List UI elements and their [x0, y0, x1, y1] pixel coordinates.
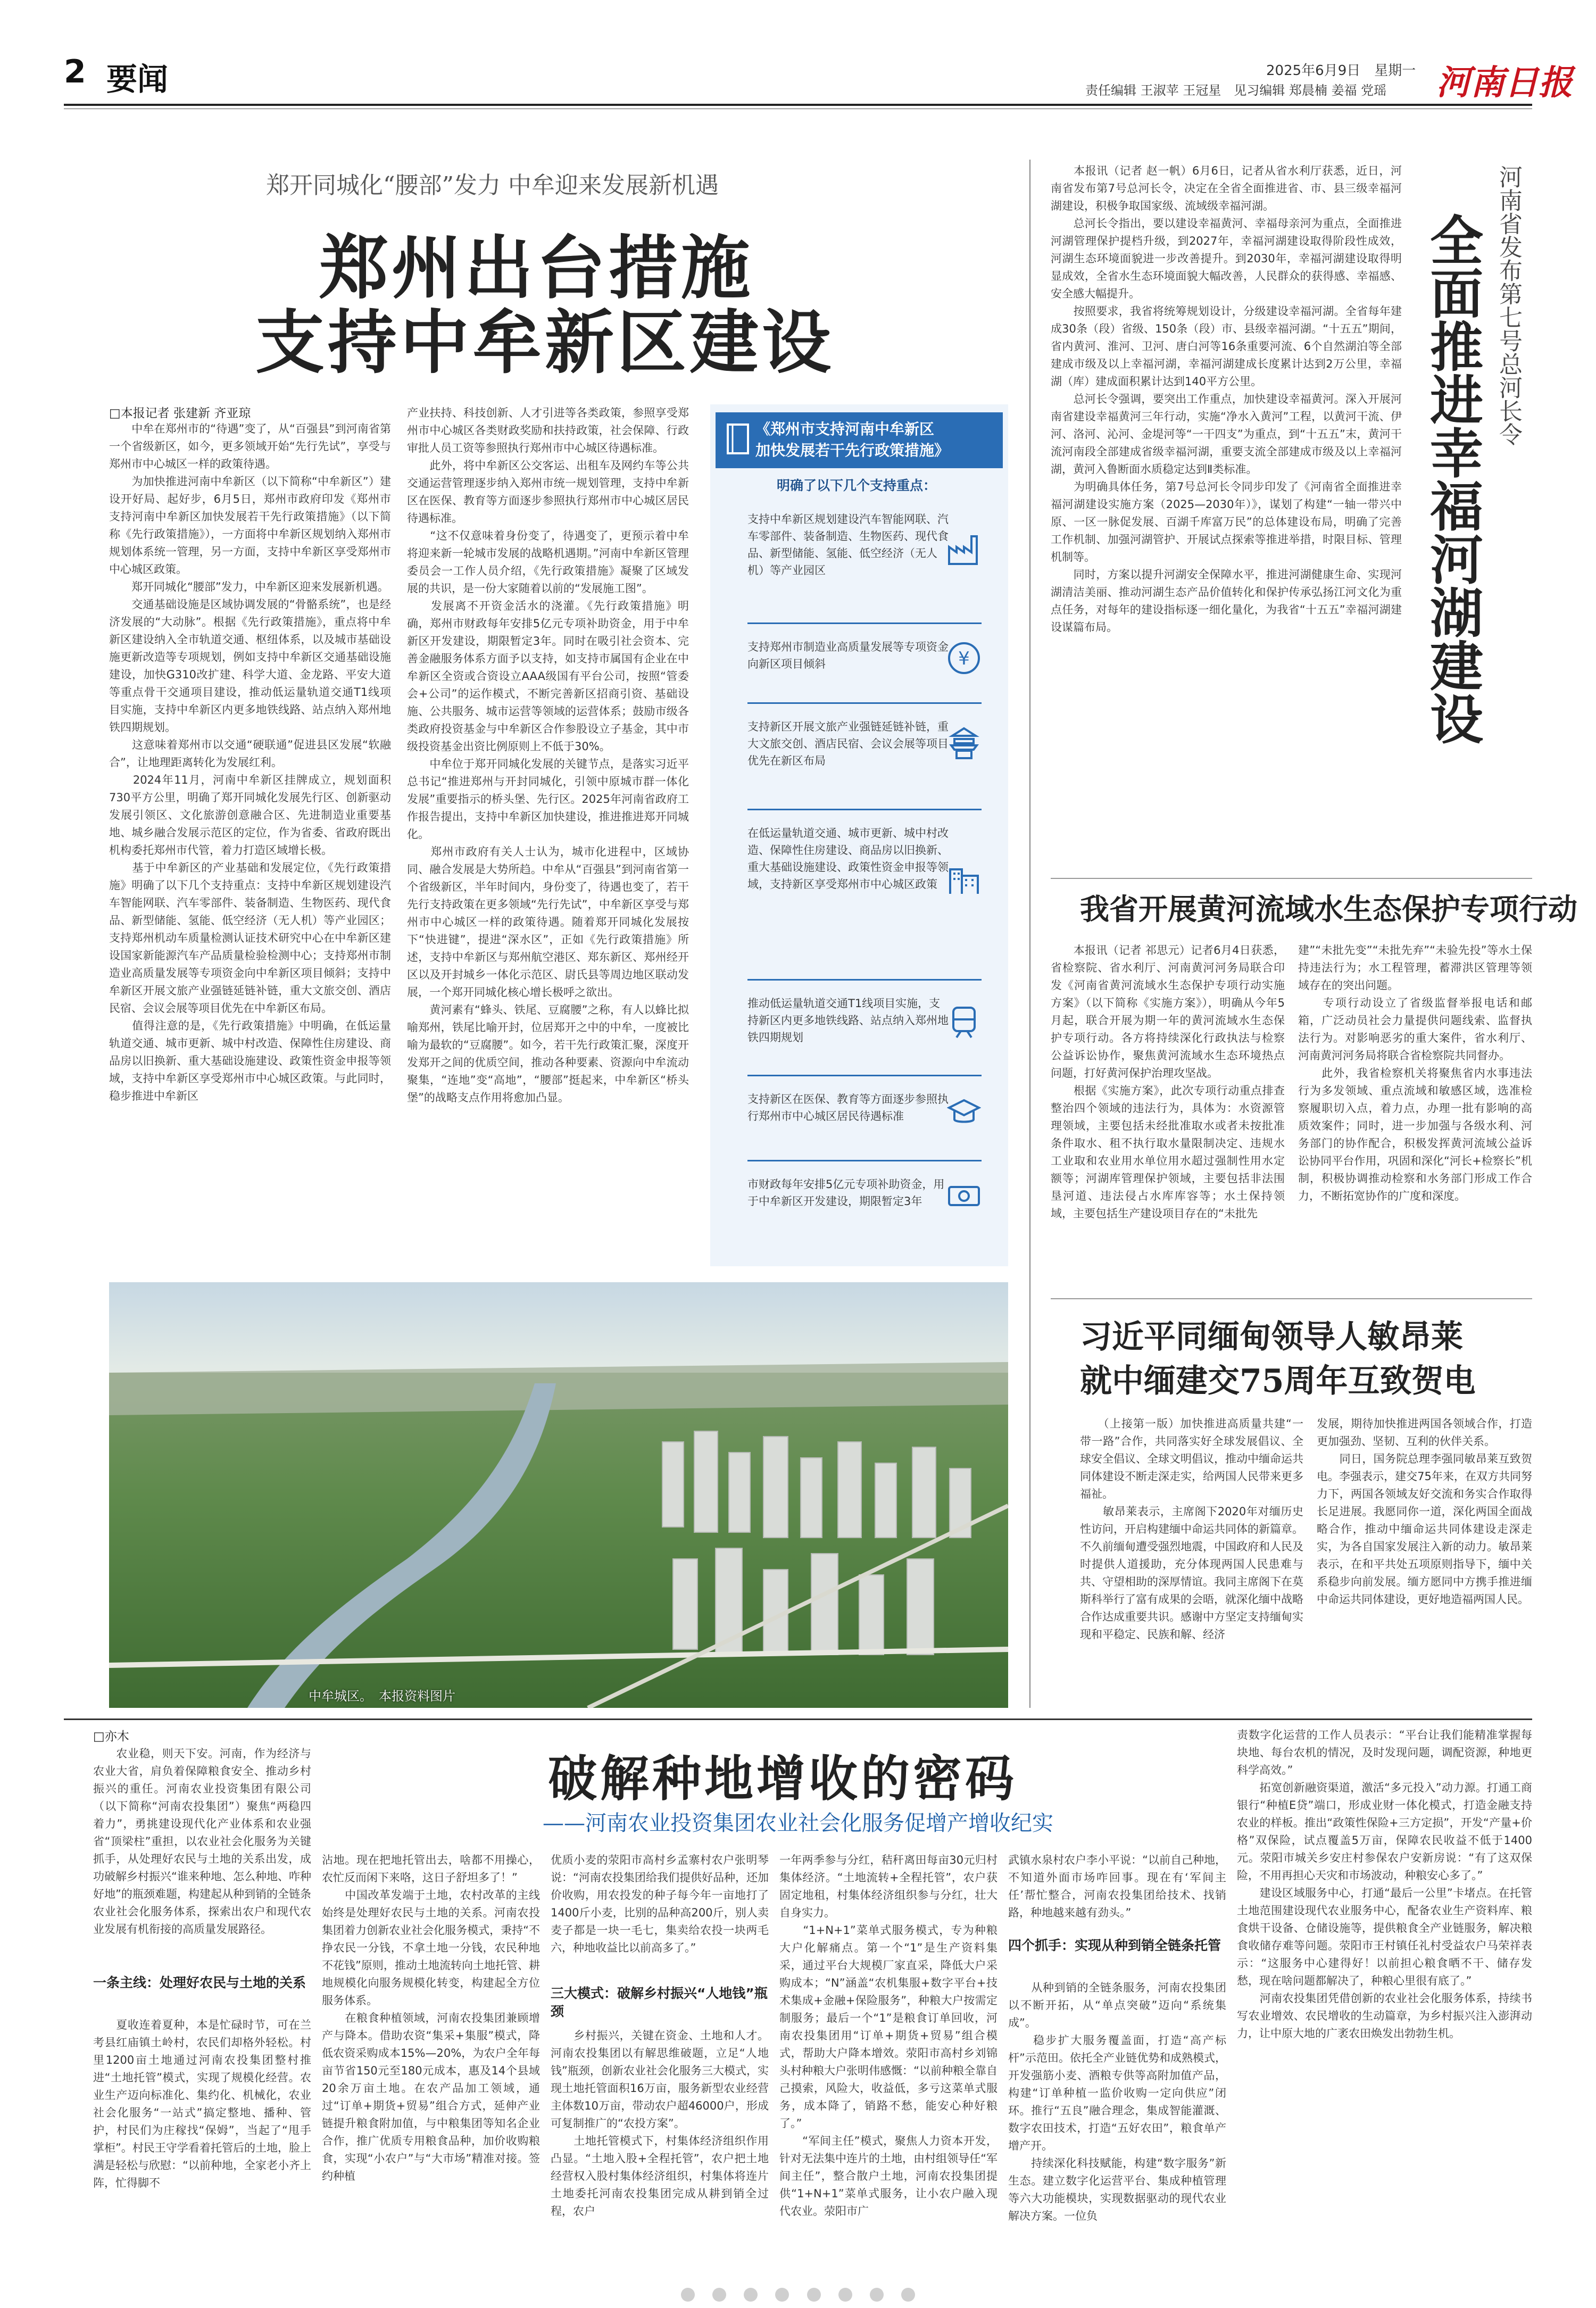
lead-byline: □本报记者 张建新 齐亚琼 — [109, 406, 251, 420]
lead-column-1: 中牟在郑州市的“待遇”变了，从“百强县”到河南省第一个省级新区，如今，更多领域开始“先行先试”，享受与郑州市中心城区一样的政策待遇。 为加快推进河南中牟新区（以下简称“中牟新区”）建设开好局、起好步，6月5日，郑州市政府印发《郑州市支持河南中牟新区加快发展若干先行政策措施》（以下简称《先行政策措施》），一方面将中牟新区规划纳入郑州市规划体系统一管理，另一方面，支持中牟新区享受郑州市中心城区政策。 郑开同城化“腰部”发力，中牟新区迎来发展新机遇。 交通基础设施是区域协调发展的“骨骼系统”，也是经济发展的“大动脉”。根据《先行政策措施》，重点将中牟新区建设纳入全市轨道交通、枢纽体系，以及城市基础设施更新改造等专项规划，例如支持中牟新区交通基础设施建设，加快G310改扩建、科学大道、金龙路、平安大道等重点骨干交通项目建设，推动低运量轨道交通T1线项目实施，支持中牟新区内更多地铁线路、站点纳入郑州地铁四期规划。 这意味着郑州市以交通“硬联通”促进县区发展“软融合”，让地理距离转化为发展红利。 2024年11月，河南中牟新区挂牌成立，规划面积730平方公里，明确了郑开同城化发展先行区、创新驱动发展引领区、文化旅游创意融合区、先进制造业重要基地、城乡融合发展示范区的定位，作为省委、省政府既出机构委托郑州市代管，着力打造区域增长极。 基于中牟新区的产业基础和发展定位，《先行政策措施》明确了以下几个支持重点：支持中牟新区规划建设汽车智能网联、汽车零部件、装备制造、生物医药、现代食品、新型储能、氢能、低空经济（无人机）等产业园区；支持郑州机动车质量检测认证技术研究中心在中牟新区建设国家新能源汽车产品质量检验检测中心；支持郑州市制造业高质量发展等专项资金向中牟新区项目倾斜；支持中牟新区开展文旅产业强链延链补链，重大文旅交创、酒店民宿、会议会展等项目优先在中牟新区布局。 值得注意的是，《先行政策措施》中明确，在低运量轨道交通、城市更新、城中村改造、保障性住房建设、商品房以旧换新、重大基础设施建设、政策性资金申报等领域，支持中牟新区享受郑州市中心城区政策。与此同时，稳步推进中牟新区 — [109, 422, 391, 1102]
feature-col1b: 夏收连着夏种，本是忙碌时节，可在兰考县红庙镇土岭村，农民们却格外轻松。村里1200亩土地通过河南农投集团整村推进“土地托管”模式，实现了规模化经营。农业生产迈向标准化、集约化、机械化，农业社会化服务“一站式”搞定整地、播种、管护，村民们为庄稼找“保姆”，当起了“甩手掌柜”。村民王守学看着托管后的土地，脸上满是轻松与欣慰：“以前种地，全家老小齐上阵，忙得脚不 — [93, 2019, 311, 2189]
page-number: 2 — [64, 53, 86, 90]
header-rule — [64, 104, 1532, 106]
policy-item: 推动低运量轨道交通T1线项目实施，支持新区内更多地铁线路、站点纳入郑州地铁四期规划 — [747, 997, 949, 1044]
svg-text:¥: ¥ — [958, 648, 970, 669]
policy-divider — [747, 1160, 982, 1161]
section-rule — [1051, 1298, 1532, 1299]
policy-item: 支持新区开展文旅产业强链延链补链，重大文旅交创、酒店民宿、会议会展等项目优先在新区布局 — [747, 720, 949, 767]
river-story-kicker: 河南省发布第七号总河长令 — [1495, 165, 1522, 446]
river-story-body: 本报讯（记者 赵一帆）6月6日，记者从省水利厅获悉，近日，河南省发布第7号总河长令，决定在全省全面推进省、市、县三级幸福河湖建设，积极争取国家级、流域级幸福河湖。 总河长令指出，要以建设幸福黄河、幸福母亲河为重点，全面推进河湖管理保护提档升级，到2027年，幸福河湖建设取得阶段性成效，河湖生态环境面貌进一步改善提升。到2030年，幸福河湖建设取得明显成效，全省水生态环境面貌大幅改善，人民群众的获得感、幸福感、安全感大幅提升。 按照要求，我省将统筹规划设计，分级建设幸福河湖。全省每年建成30条（段）省级、150条（段）市、县级幸福河湖。“十五五”期间，省内黄河、淮河、卫河、唐白河等16条重要河流、6个自然湖泊等全部建成市级及以上幸福河湖，幸福河湖建成长度累计达到2万公里，幸福湖（库）建成面积累计达到140平方公里。 总河长令强调，要突出工作重点，加快建设幸福黄河。深入开展河南省建设幸福黄河三年行动，实施“净水入黄河”工程，以黄河干流、伊河、洛河、沁河、金堤河等“一干四支”为重点，到“十五五”末，黄河干流河南段全部建成省级幸福河湖，重要支流全部建成市级及以上幸福河湖，黄河入鲁断面水质稳定达到Ⅱ类标准。 为明确具体任务，第7号总河长令同步印发了《河南省全面推进幸福河湖建设实施方案（2025—2030年）》，谋划了构建“一轴一带兴中原、一区一脉促发展、百湖千库富万民”的总体建设布局，明确了完善工作机制、加强河湖管护、开展试点探索等推进举措，时限目标、管理机制等。 同时，方案以提升河湖安全保障水平，推进河湖健康生命、实现河湖清洁美丽、推动河湖生态产品价值转化和保护传承弘扬江河文化为重点任务，对每年的建设指标逐一细化量化，为我省“十五五”幸福河湖建设谋篇布局。 — [1051, 164, 1402, 634]
lead-column-2: 产业扶持、科技创新、人才引进等各类政策，参照享受郑州市中心城区各类财政奖励和扶持政策，社会保障、行政审批人员工资等参照执行郑州市中心城区待遇标准。 此外，将中牟新区公交客运、出租车及网约车等公共交通运营管理逐步纳入郑州市统一规划管理，支持中牟新区在医保、教育等方面逐步参照执行郑州市中心城区居民待遇标准。 “这不仅意味着身份变了，待遇变了，更预示着中牟将迎来新一轮城市发展的战略机遇期。”河南中牟新区管理委员会一工作人员介绍，《先行政策措施》凝聚了区域发展的共识，是一份大家随着以前的“发展施工图”。 发展离不开资金活水的浇灌。《先行政策措施》明确，郑州市财政每年安排5亿元专项补助资金，用于中牟新区开发建设，期限暂定3年。同时在吸引社会资本、完善金融服务体系方面予以支持，如支持市属国有企业在中牟新区全资或合资设立AAA级国有平台公司，按照“管委会+公司”的运作模式，不断完善新区招商引资、基础设施、公共服务、城市运营等领域的运营体系；鼓励市级各类政府投资基金与中牟新区合作参股设立子基金，其中市级投资基金出资比例原则上不低于30%。 中牟位于郑开同城化发展的关键节点，是落实习近平总书记“推进郑州与开封同城化，引领中原城市群一体化发展”重要指示的桥头堡、先行区。2025年河南省政府工作报告提出，支持中牟新区加快建设，推进推进郑开同城化。 郑州市政府有关人士认为，城市化进程中，区域协同、融合发展是大势所趋。中牟从“百强县”到河南省第一个省级新区，半年时间内，身份变了，待遇也变了，若干先行支持政策在更多领域“先行先试”，中牟新区享受与郑州市中心城区一样的政策待遇。随着郑开同城化发展按下“快进键”，提进“深水区”，正如《先行政策措施》所述，支持中牟新区与郑州航空港区、郑东新区、郑州经开区以及开封城乡一体化示范区、尉氏县等周边地区联动发展，一个郑开同城化核心增长极呼之欲出。 黄河素有“蜂头、铁尾、豆腐腰”之称，有人以蜂比拟喻郑州，铁尾比喻开封，位居郑开之中的中牟，一度被比喻为最软的“豆腐腰”。如今，若干先行政策汇聚，深度开发郑开之间的优质空间，推动各种要素、资源向中牟流动聚集，“连地”变“高地”，“腰部”挺起来，中牟新区“桥头堡”的战略支点作用将愈加凸显。 — [407, 406, 689, 1104]
pagoda-icon — [947, 726, 981, 760]
section-name: 要闻 — [106, 61, 169, 97]
policy-item: 支持中牟新区规划建设汽车智能网联、汽车零部件、装备制造、生物医药、现代食品、新型储能、氢能、低空经济（无人机）等产业园区 — [747, 513, 949, 577]
policy-divider — [747, 1075, 982, 1076]
book-icon — [726, 423, 750, 455]
lead-title-line2: 支持中牟新区建设 — [255, 302, 835, 383]
page-dot[interactable] — [838, 2288, 852, 2302]
policy-divider — [747, 622, 982, 624]
page-dot[interactable] — [681, 2288, 695, 2302]
page-indicator — [0, 2288, 1596, 2304]
diplomacy-title-line1: 习近平同缅甸领导人敏昂莱 — [1080, 1318, 1463, 1356]
feature-col5-heading: 四个抓手：实现从种到销全链条托管 — [1008, 1938, 1221, 1953]
feature-col1-heading: 一条主线：处理好农民与土地的关系 — [93, 1975, 306, 1990]
feature-col1: 农业稳，则天下安。河南，作为经济与农业大省，肩负着保障粮食安全、推动乡村振兴的重任。河南农业投资集团有限公司（以下简称“河南农投集团”）聚焦“两稳四着力”，勇挑建设现代化产业体系和农业强省“顶梁柱”重担，以农业社会化服务为关键抓手，从处理好农民与土地的关系出发，成功破解乡村振兴“谁来种地、怎么种地、咋种好地”的瓶颈难题，构建起从种到销的全链条农业社会化服务体系，探索出农户和现代农业发展有机衔接的高质量发展路径。 — [93, 1747, 311, 1936]
photo-caption: 中牟城区。 本报资料图片 — [309, 1689, 455, 1704]
education-icon — [947, 1096, 981, 1130]
policy-item: 市财政每年安排5亿元专项补助资金，用于中牟新区开发建设，期限暂定3年 — [747, 1178, 945, 1208]
feature-col6: 责数字化运营的工作人员表示：“平台让我们能精准掌握每块地、每台农机的情况，及时发现问题，调配资源，种地更科学高效。” 拓宽创新融资渠道，激活“多元投入”动力源。打通工商银行“种植E贷”端口，形成业财一体化模式，打造金融支持农业的样板。推出“政策性保险+三方定损”，开发“产量+价格”双保险，试点覆盖5万亩，保障农民收益不低于1400元。荥阳市城关乡安庄村参保农户安新房说：“有了这双保险，不用再担心天灾和市场波动，种粮安心多了。” 建设区域服务中心，打通“最后一公里”卡堵点。在托管土地范围建设现代农业服务中心，配备农业生产资料库、粮食烘干设备、仓储设施等，提供粮食全产业链服务，解决粮食收储存难等问题。荥阳市王村镇任礼村受益农户马荣祥表示：“这服务中心建得好！以前担心粮食晒不干、储存发愁，现在啥问题都解决了，种粮心里很有底了。” 河南农投集团凭借创新的农业社会化服务体系，持续书写农业增效、农民增收的生动篇章，为乡村振兴注入澎湃动力，让中原大地的广袤农田焕发出勃勃生机。 — [1237, 1729, 1532, 2040]
page-dot[interactable] — [901, 2288, 915, 2302]
page-header — [0, 0, 1596, 106]
policy-box-subtitle: 明确了以下几个支持重点： — [777, 478, 937, 493]
feature-byline: □亦木 — [93, 1730, 129, 1744]
page-dot[interactable] — [712, 2288, 726, 2302]
money-icon — [947, 1178, 981, 1213]
column-divider — [1029, 160, 1030, 1708]
yellow-river-col1: 本报讯（记者 祁思元）记者6月4日获悉，省检察院、省水利厅、河南黄河河务局联合印发《河南省黄河流域水生态保护专项行动实施方案》（以下简称《实施方案》），明确从今年5月起，联合开展为期一年的黄河流域水生态保护专项行动。各方将持续深化行政执法与检察公益诉讼协作，聚焦黄河流域水生态环境热点问题，打好黄河保护治理攻坚战。 根据《实施方案》，此次专项行动重点排查整治四个领域的违法行为，具体为：水资源管理领域，主要包括未经批准取水或者未按批准条件取水、租不执行取水量限制决定、违规水工业取和农业用水单位用水超过强制性用水定额等；河湖库管理保护领域，主要包括非法围垦河道、违法侵占水库库容等；水土保持领域，主要包括生产建设项目存在的“未批先 — [1051, 944, 1285, 1220]
river-story-title: 全面推进幸福河湖建设 — [1421, 213, 1484, 745]
feature-col5b: 从种到销的全链条服务，河南农投集团以不断开拓，从“单点突破”迈向“系统集成”。 稳步扩大服务覆盖面，打造“高产标杆”示范田。依托全产业链优势和成熟模式，开发强筋小麦、酒粮专供等高附加值产品，构建“订单种植一监价收购一定向供应”闭环。推行“五良”融合理念，集成智能灌溉、数字农田技术，打造“五好农田”，粮食单产增产开。 持续深化科技赋能，构建“数字服务”新生态。建立数字化运营平台、集成种植管理等六大功能模块，实现数据驱动的现代农业解决方案。一位负 — [1008, 1981, 1226, 2222]
policy-box-title-line2: 加快发展若干先行政策措施》 — [755, 442, 950, 459]
policy-divider — [747, 809, 982, 810]
policy-item: 支持郑州市制造业高质量发展等专项资金向新区项目倾斜 — [747, 641, 949, 670]
buildings-icon — [947, 862, 981, 896]
editors-line: 责任编辑 王淑苹 王冠星 见习编辑 郑晨楠 姜福 党瑶 — [1085, 83, 1387, 98]
page-dot[interactable] — [744, 2288, 758, 2302]
policy-divider — [747, 979, 982, 981]
yellow-river-col2: 建”“未批先变”“未批先弃”“未验先投”等水土保持违法行为；水工程管理，蓄滞洪区管理等领域存在的突出问题。 专项行动设立了省级监督举报电话和邮箱，广泛动员社会力量提供问题线索、监督执法行为。对影响恶劣的重大案件，省水利厅、河南黄河河务局将联合省检察院共同督办。 此外，我省检察机关将聚焦省内水事违法行为多发领域、重点流域和敏感区域，选准检察履职切入点，着力点，办理一批有影响的高质效案件；同时，进一步加强与各级水利、河务部门的协作配合，积极发挥黄河流域公益诉讼协同平台作用，巩固和深化“河长+检察长”机制，积极协调推动检察和水务部门形成工作合力，不断拓宽协作的广度和深度。 — [1298, 944, 1532, 1202]
feature-col5: 武镇水泉村农户李小平说：“以前自己种地，不知道外面市场咋回事。现在有‘军间主任’帮忙整合，河南农投集团给技术、找销路，种地越来越有劲头。” — [1008, 1854, 1226, 1919]
policy-item: 在低运量轨道交通、城市更新、城中村改造、保障性住房建设、商品房以旧换新、重大基础设施建设、政策性资金申报等领域，支持新区享受郑州市中心城区政策 — [747, 827, 949, 891]
feature-col4: 一年两季参与分红，秸秆离田每亩30元归村集体经济。“土地流转+全程托管”，农户获固定地租，村集体经济组织参与分红，壮大自身实力。 “1+N+1”菜单式服务模式，专为种粮大户化解痛点。第一个“1”是生产资料集采，通过平台大规模厂家直采，降低大户采购成本；“N”涵盖“农机集服+数字平台+技术集成+金融+保险服务”，种粮大户按需定制服务；最后一个“1”是粮食订单回收，河南农投集团用“订单+期货+贸易”组合模式，帮助大户降本增效。荥阳市高村乡刘锦头村种粮大户张明伟感慨：“以前种粮全靠自己摸索，风险大，收益低，多亏这菜单式服务，成本降了，销路不愁，能安心种好粮了。” “军间主任”模式，聚焦人力资本开发，针对无法集中连片的土地，由村组领导任“军间主任”，整合散户土地，河南农投集团提供“1+N+1”菜单式服务，让小农户融入现代农业。荥阳市广 — [779, 1854, 998, 2218]
policy-box-title-line1: 《郑州市支持河南中牟新区 — [755, 420, 935, 438]
section-rule — [64, 1718, 1532, 1720]
feature-subtitle: ——河南农业投资集团农业社会化服务促增产增收纪实 — [543, 1811, 1053, 1836]
lead-photo — [109, 1282, 1008, 1708]
section-rule — [1051, 878, 1532, 879]
train-icon — [947, 1006, 981, 1040]
feature-col3-heading: 三大模式：破解乡村振兴“人地钱”瓶颈 — [551, 1986, 768, 2019]
page-dot[interactable] — [775, 2288, 789, 2302]
page-dot[interactable] — [807, 2288, 821, 2302]
yellow-river-title: 我省开展黄河流域水生态保护专项行动 — [1080, 892, 1578, 926]
feature-col2: 沾地。现在把地托管出去，啥都不用操心，农忙反而闲下来咯，这日子舒坦多了！” 中国改革发端于土地，农村改革的主线始终是处理好农民与土地的关系。河南农投集团着力创新农业社会化服务模式，秉持“不挣农民一分钱，不拿土地一分钱，农民种地不花钱”原则，推动土地流转向土地托管、耕地规模化向服务规模化转变，构建起全方位服务体系。 在粮食种植领域，河南农投集团兼顾增产与降本。借助农资“集采+集服”模式，降低农资采购成本15%—20%，为农户全年每亩节省150元至180元成本，惠及14个县域20余万亩土地。在农产品加工领域，通过“订单+期货+贸易”组合方式，延伸产业链提升粮食附加值，与中粮集团等知名企业合作，推广优质专用粮食品种，加价收购粮食，实现“小农户”与“大市场”精准对接。签约种植 — [322, 1854, 540, 2182]
page-dot[interactable] — [870, 2288, 884, 2302]
feature-col3: 优质小麦的荥阳市高村乡孟寨村农户张明琴说：“河南农投集团给我们提供好品种，还加价收购，用农投发的种子每今年一亩地打了1400斤小麦，比别的品种高200斤，别人卖麦子都是一块一毛七，集卖给农投一块两毛六，种地收益比以前高多了。” — [551, 1854, 769, 1954]
diplomacy-title-line2: 就中缅建交75周年互致贺电 — [1080, 1363, 1476, 1400]
feature-title: 破解种地增收的密码 — [548, 1750, 1018, 1807]
diplomacy-col1: （上接第一版）加快推进高质量共建“一带一路”合作，共同落实好全球发展倡议、全球安全倡议、全球文明倡议，推动中缅命运共同体建设不断走深走实，给两国人民带来更多福祉。 敏昂莱表示，主席阁下2020年对缅历史性访问，开启构建缅中命运共同体的新篇章。不久前缅甸遭受强烈地震，中国政府和人民及时提供人道援助，充分体现两国人民患难与共、守望相助的深厚情谊。我同主席阁下在莫斯科举行了富有成果的会晤，就深化缅中战略合作达成重要共识。感谢中方坚定支持缅甸实现和平稳定、民族和解、经济 — [1080, 1417, 1303, 1641]
yuan-coin-icon — [947, 641, 981, 675]
diplomacy-col2: 发展，期待加快推进两国各领域合作，打造更加强劲、坚韧、互利的伙伴关系。 同日，国务院总理李强同敏昂莱互致贺电。李强表示，建交75年来，在双方共同努力下，两国各领域友好交流和务实合作取得长足进展。我愿同你一道，深化两国全面战略合作，推动中缅命运共同体建设走深走实，为各自国家发展注入新的动力。敏昂莱表示，在和平共处五项原则指导下，缅中关系稳步向前发展。缅方愿同中方携手推进缅中命运共同体建设，更好地造福两国人民。 — [1317, 1417, 1532, 1606]
date-line: 2025年6月9日 星期一 — [1266, 63, 1416, 79]
policy-item: 支持新区在医保、教育等方面逐步参照执行郑州市中心城区居民待遇标准 — [747, 1093, 949, 1123]
lead-title-line1: 郑州出台措施 — [319, 227, 754, 309]
factory-icon — [947, 532, 981, 566]
policy-divider — [747, 702, 982, 704]
lead-kicker: 郑开同城化“腰部”发力 中牟迎来发展新机遇 — [266, 172, 719, 199]
feature-col3b: 乡村振兴，关键在资金、土地和人才。河南农投集团以有解思维破题，立足“人地钱”瓶颈，创新农业社会化服务三大模式，实现土地托管面积16万亩，服务新型农业经营主体数10万亩，带动农户超46000户，形成可复制推广的“农投方案”。 土地托管模式下，村集体经济组织作用凸显。“土地入股+全程托管”，农户把土地经营权入股村集体经济组织，村集体将连片土地委托河南农投集团完成从耕到销全过程，农户 — [551, 2029, 769, 2218]
newspaper-logo: 河南日报 — [1436, 63, 1573, 103]
